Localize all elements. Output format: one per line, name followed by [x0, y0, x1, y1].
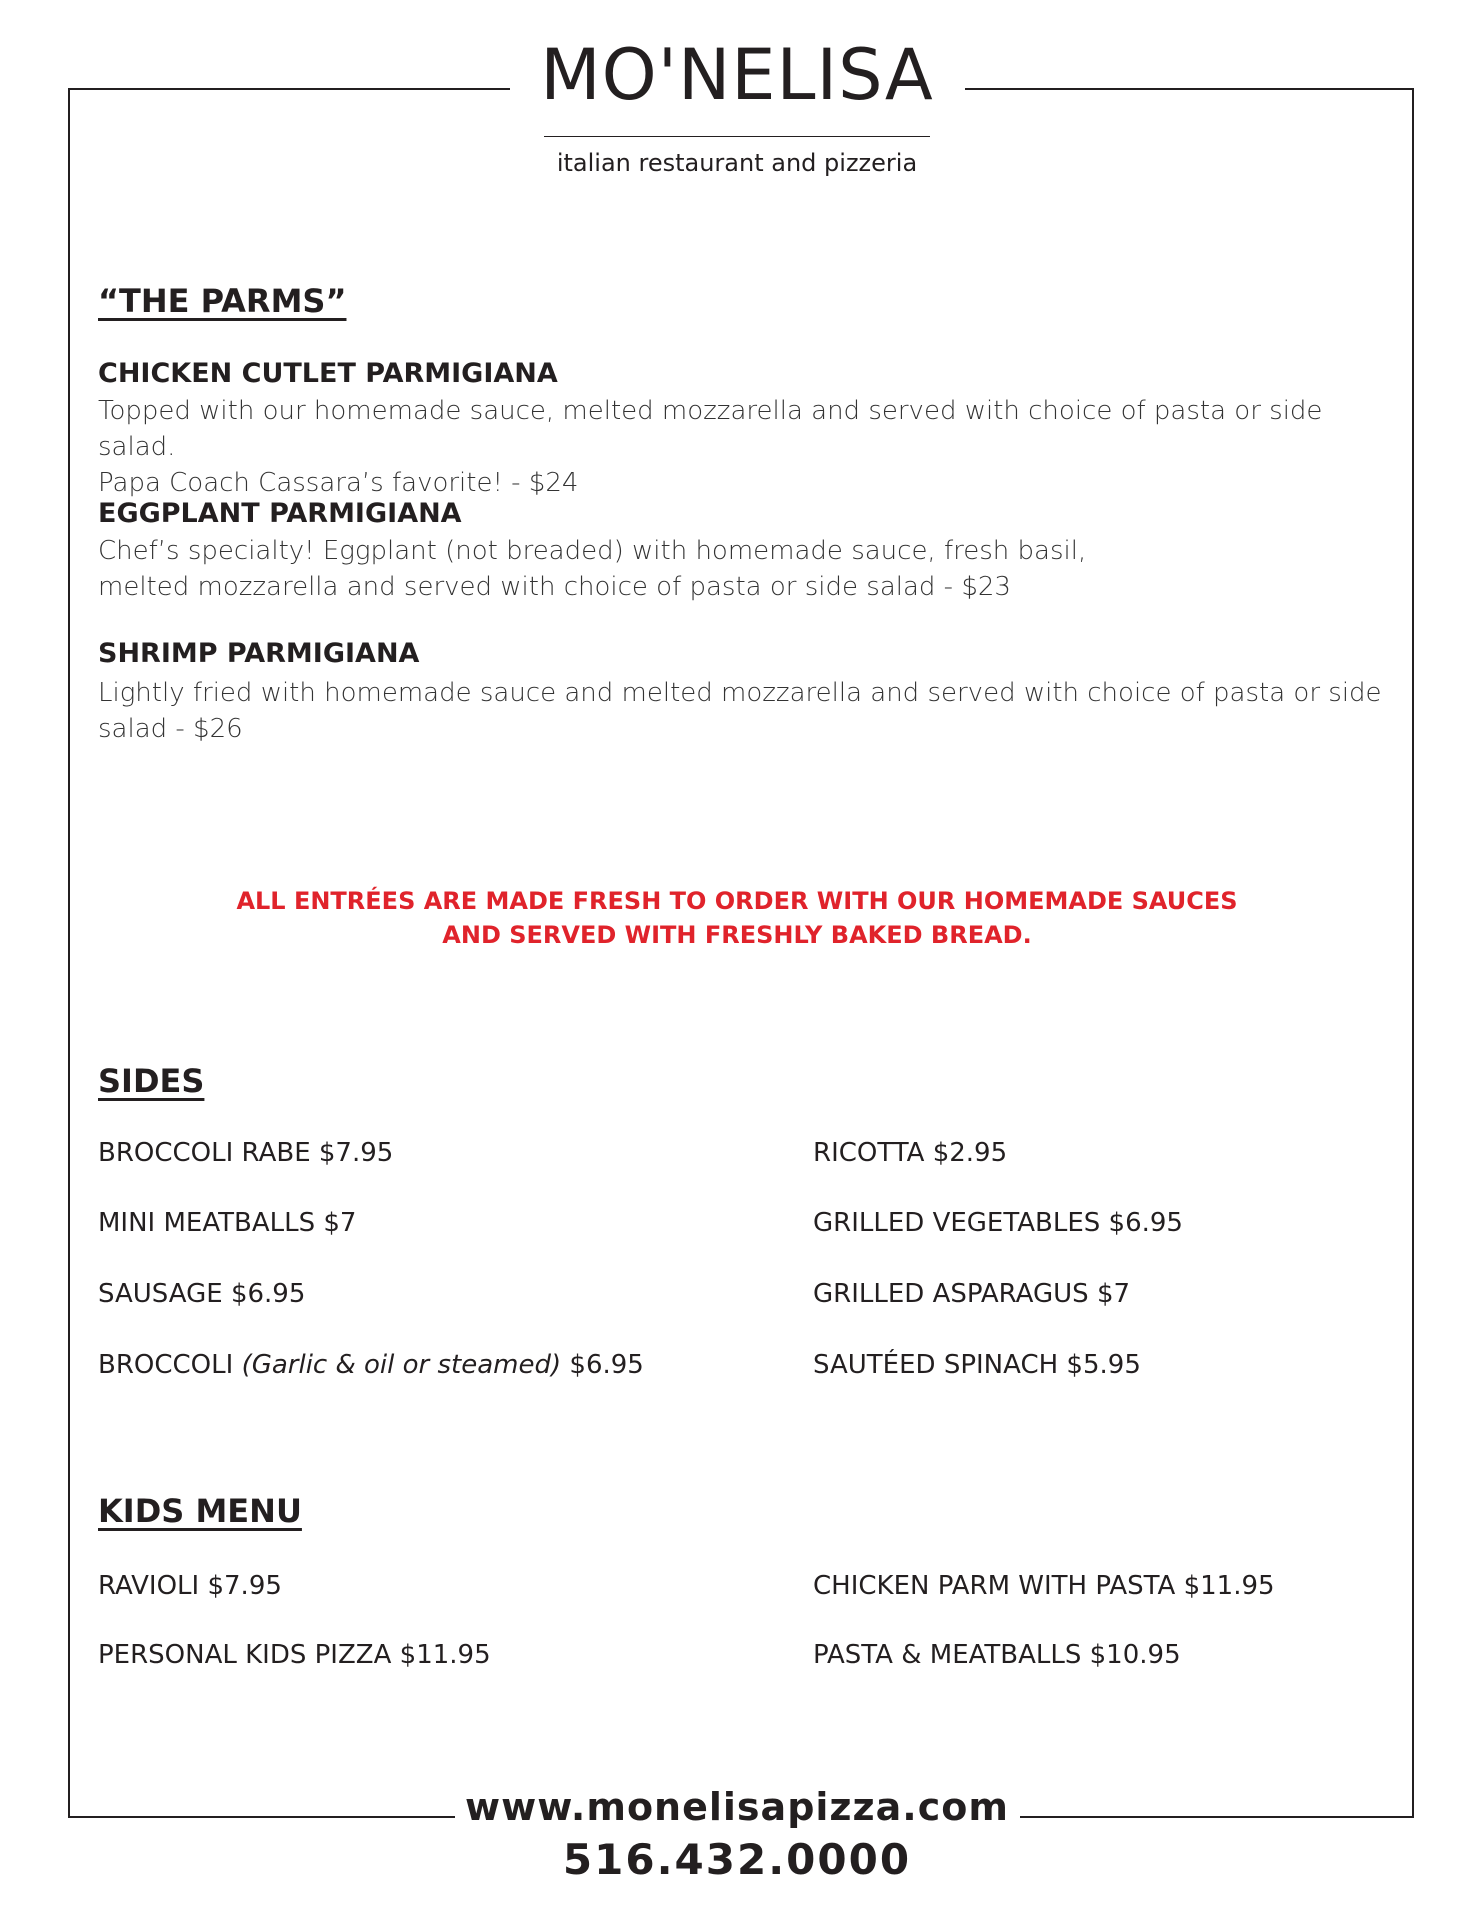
- side-item: RICOTTA $2.95: [813, 1138, 1008, 1168]
- section-title-kids-menu: KIDS MENU: [98, 1492, 302, 1530]
- menu-item-description: [98, 675, 1388, 747]
- section-title-parms: “THE PARMS”: [98, 282, 347, 320]
- footer: [0, 1785, 1474, 1884]
- side-item: SAUTÉED SPINACH $5.95: [813, 1350, 1141, 1380]
- side-item: MINI MEATBALLS $7: [98, 1208, 357, 1238]
- side-item: BROCCOLI RABE $7.95: [98, 1138, 394, 1168]
- description-line: salad - $26: [98, 714, 243, 744]
- description-line: Chef’s specialty! Eggplant (not breaded) with homemade sauce, fresh basil,: [98, 536, 1087, 566]
- description-line: melted mozzarella and served with choice of pasta or side salad - $23: [98, 572, 1011, 602]
- menu-item-name: CHICKEN CUTLET PARMIGIANA: [98, 358, 558, 389]
- restaurant-logo: MO'NELISA: [540, 34, 934, 116]
- header: [0, 34, 1474, 177]
- logo-divider: [544, 136, 930, 137]
- description-line: Lightly fried with homemade sauce and melted mozzarella and served with choice of pasta or side: [98, 678, 1382, 708]
- side-item-price: $6.95: [561, 1350, 644, 1380]
- menu-item-description: [98, 393, 1388, 501]
- menu-item-name: SHRIMP PARMIGIANA: [98, 638, 420, 669]
- page-border-frame: [68, 88, 1414, 1818]
- section-title-sides: SIDES: [98, 1062, 205, 1100]
- side-item-broccoli: [98, 1350, 644, 1380]
- description-line: Papa Coach Cassara’s favorite! - $24: [98, 468, 579, 498]
- side-item: SAUSAGE $6.95: [98, 1279, 306, 1309]
- side-item: GRILLED ASPARAGUS $7: [813, 1279, 1131, 1309]
- kids-item: PERSONAL KIDS PIZZA $11.95: [98, 1640, 491, 1670]
- kids-item: RAVIOLI $7.95: [98, 1571, 282, 1601]
- side-item: GRILLED VEGETABLES $6.95: [813, 1208, 1183, 1238]
- notice-line: AND SERVED WITH FRESHLY BAKED BREAD.: [442, 921, 1032, 949]
- phone-number[interactable]: 516.432.0000: [562, 1835, 912, 1884]
- description-line: Topped with our homemade sauce, melted mozzarella and served with choice of pasta or side salad.: [98, 396, 1323, 462]
- entrees-notice: [0, 884, 1474, 952]
- menu-item-name: EGGPLANT PARMIGIANA: [98, 498, 462, 529]
- side-item-note: (Garlic & oil or steamed): [241, 1350, 562, 1380]
- website-url[interactable]: www.monelisapizza.com: [465, 1785, 1009, 1829]
- notice-line: ALL ENTRÉES ARE MADE FRESH TO ORDER WITH OUR HOMEMADE SAUCES: [236, 887, 1238, 915]
- side-item-name: BROCCOLI: [98, 1350, 242, 1380]
- kids-item: CHICKEN PARM WITH PASTA $11.95: [813, 1571, 1275, 1601]
- tagline: italian restaurant and pizzeria: [556, 149, 918, 177]
- menu-item-description: [98, 533, 1388, 605]
- kids-item: PASTA & MEATBALLS $10.95: [813, 1640, 1181, 1670]
